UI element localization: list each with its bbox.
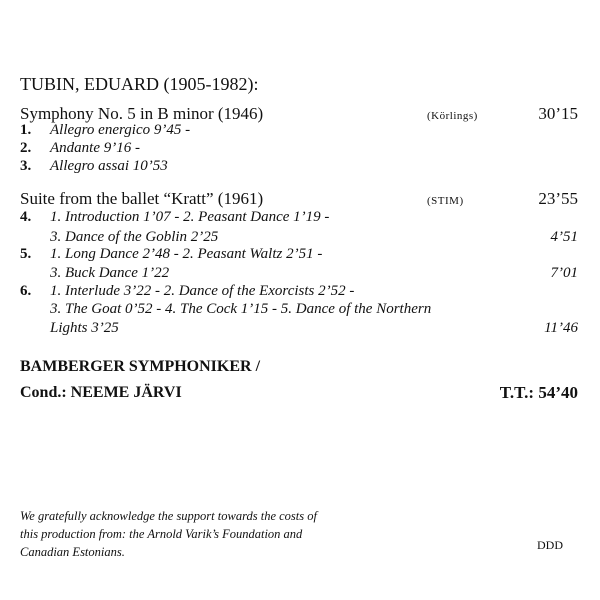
track-number: 6.: [20, 283, 32, 299]
orchestra-name: BAMBERGER SYMPHONIKER /: [20, 358, 261, 375]
acknowledgement-line: We gratefully acknowledge the support towards the costs of: [20, 509, 317, 523]
acknowledgement-line: Canadian Estonians.: [20, 545, 125, 559]
symphony-duration: 30’15: [538, 104, 578, 123]
track-number: 5.: [20, 246, 32, 262]
total-time: T.T.: 54’40: [499, 383, 578, 402]
track-line: Lights 3’25: [50, 320, 119, 336]
track-line: 1. Interlude 3’22 - 2. Dance of the Exorcists 2’52 -: [50, 283, 355, 299]
track-line: 1. Long Dance 2’48 - 2. Peasant Waltz 2’51 -: [50, 246, 323, 262]
track-line: 3. Buck Dance 1’22: [50, 265, 170, 281]
suite-duration: 23’55: [538, 189, 578, 208]
track-line: 3. The Goat 0’52 - 4. The Cock 1’15 - 5. Dance of the Northern: [50, 301, 432, 317]
track-duration: 4’51: [550, 229, 578, 245]
track-number: 2.: [20, 140, 32, 156]
suite-publisher: (STIM): [427, 195, 464, 207]
symphony-publisher: (Körlings): [427, 110, 478, 122]
track-duration: 11’46: [544, 320, 578, 336]
track-line: 1. Introduction 1’07 - 2. Peasant Dance 1’19 -: [50, 209, 330, 225]
suite-title: Suite from the ballet “Kratt” (1961): [20, 189, 264, 208]
movement-title: Allegro assai 10’53: [50, 158, 168, 174]
acknowledgement-line: this production from: the Arnold Varik’s Foundation and: [20, 527, 303, 541]
track-line: 3. Dance of the Goblin 2’25: [50, 229, 219, 245]
track-number: 4.: [20, 209, 32, 225]
movement-title: Andante 9’16 -: [50, 140, 140, 156]
track-duration: 7’01: [550, 265, 578, 281]
conductor-name: Cond.: NEEME JÄRVI: [20, 384, 182, 401]
track-number: 1.: [20, 122, 32, 138]
movement-title: Allegro energico 9’45 -: [50, 122, 191, 138]
track-number: 3.: [20, 158, 32, 174]
recording-code: DDD: [537, 538, 563, 552]
composer-heading: TUBIN, EDUARD (1905-1982):: [20, 74, 259, 94]
symphony-title: Symphony No. 5 in B minor (1946): [20, 104, 264, 123]
